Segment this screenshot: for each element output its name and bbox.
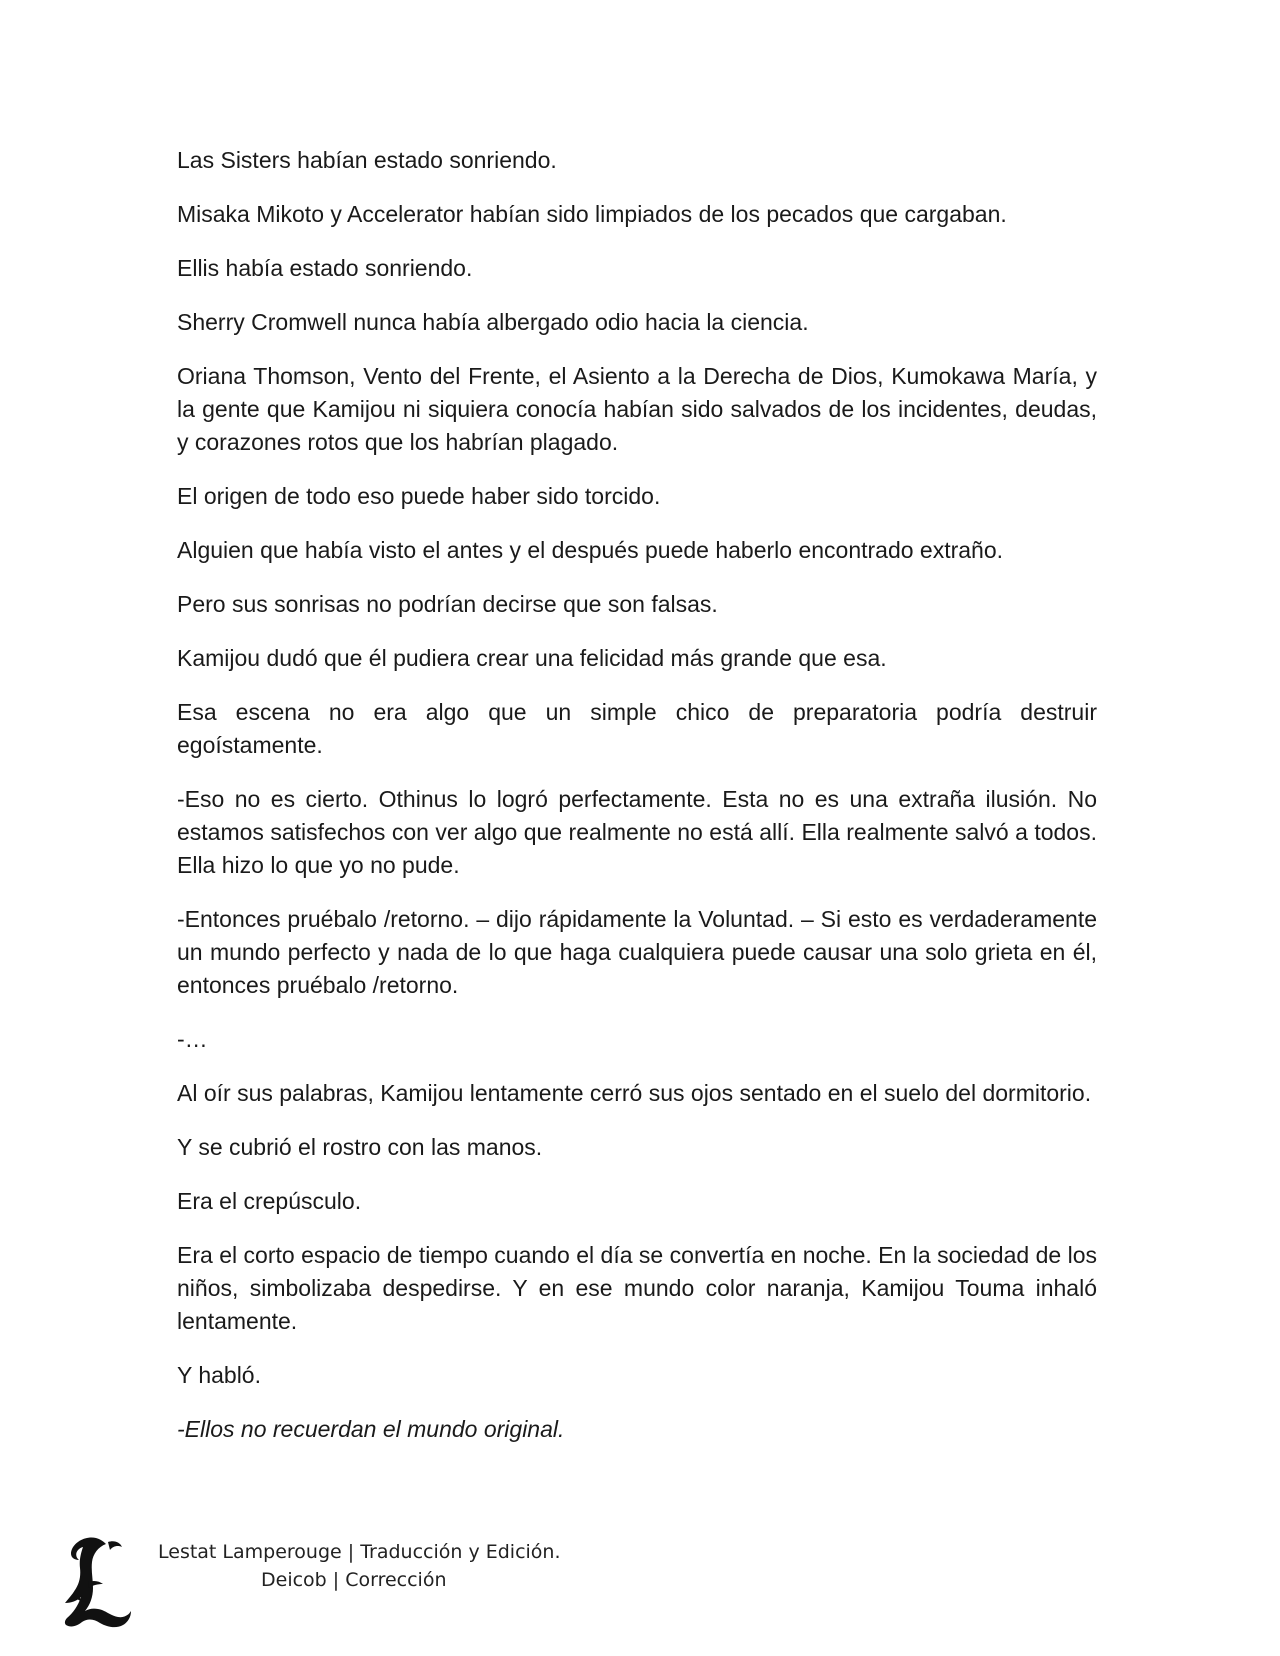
paragraph-13: -…	[177, 1026, 208, 1052]
paragraph-5: Oriana Thomson, Vento del Frente, el Asiento a la Derecha de Dios, Kumokawa María, y la gente que Kamijou ni siquiera conocía habían sido salvados de los incidentes, deudas, y corazones rotos que los habrían plagado.	[177, 363, 1097, 455]
credit-proofreader: Deicob | Corrección	[261, 1569, 447, 1591]
paragraph-18: Y habló.	[177, 1362, 261, 1388]
paragraph-6: El origen de todo eso puede haber sido torcido.	[177, 483, 661, 509]
paragraph-9: Kamijou dudó que él pudiera crear una felicidad más grande que esa.	[177, 645, 887, 671]
paragraph-16: Era el crepúsculo.	[177, 1188, 362, 1214]
paragraph-19: -Ellos no recuerdan el mundo original.	[177, 1416, 565, 1442]
paragraph-2: Misaka Mikoto y Accelerator habían sido limpiados de los pecados que cargaban.	[177, 201, 1007, 227]
paragraph-17: Era el corto espacio de tiempo cuando el día se convertía en noche. En la sociedad de los niños, simbolizaba despedirse. Y en ese mundo color naranja, Kamijou Touma inhaló lentamente.	[177, 1242, 1097, 1334]
gothic-L-logo-icon	[62, 1532, 132, 1632]
paragraph-14: Al oír sus palabras, Kamijou lentamente cerró sus ojos sentado en el suelo del dormitorio.	[177, 1080, 1092, 1106]
credits-block	[158, 1538, 561, 1594]
document-body	[177, 144, 1097, 1467]
paragraph-15: Y se cubrió el rostro con las manos.	[177, 1134, 543, 1160]
paragraph-8: Pero sus sonrisas no podrían decirse que son falsas.	[177, 591, 718, 617]
paragraph-11: -Eso no es cierto. Othinus lo logró perfectamente. Esta no es una extraña ilusión. No estamos satisfechos con ver algo que realmente no está allí. Ella realmente salvó a todos. Ella hizo lo que yo no pude.	[177, 786, 1097, 878]
paragraph-12: -Entonces pruébalo /retorno. – dijo rápidamente la Voluntad. – Si esto es verdaderamente un mundo perfecto y nada de lo que haga cualquiera puede causar una solo grieta en él, entonces pruébalo /retorno.	[177, 906, 1097, 998]
credit-translator: Lestat Lamperouge | Traducción y Edición.	[158, 1541, 561, 1563]
paragraph-4: Sherry Cromwell nunca había albergado odio hacia la ciencia.	[177, 309, 809, 335]
paragraph-7: Alguien que había visto el antes y el después puede haberlo encontrado extraño.	[177, 537, 1004, 563]
paragraph-10: Esa escena no era algo que un simple chico de preparatoria podría destruir egoístamente.	[177, 699, 1097, 758]
paragraph-3: Ellis había estado sonriendo.	[177, 255, 473, 281]
page-footer	[62, 1532, 762, 1642]
paragraph-1: Las Sisters habían estado sonriendo.	[177, 147, 557, 173]
